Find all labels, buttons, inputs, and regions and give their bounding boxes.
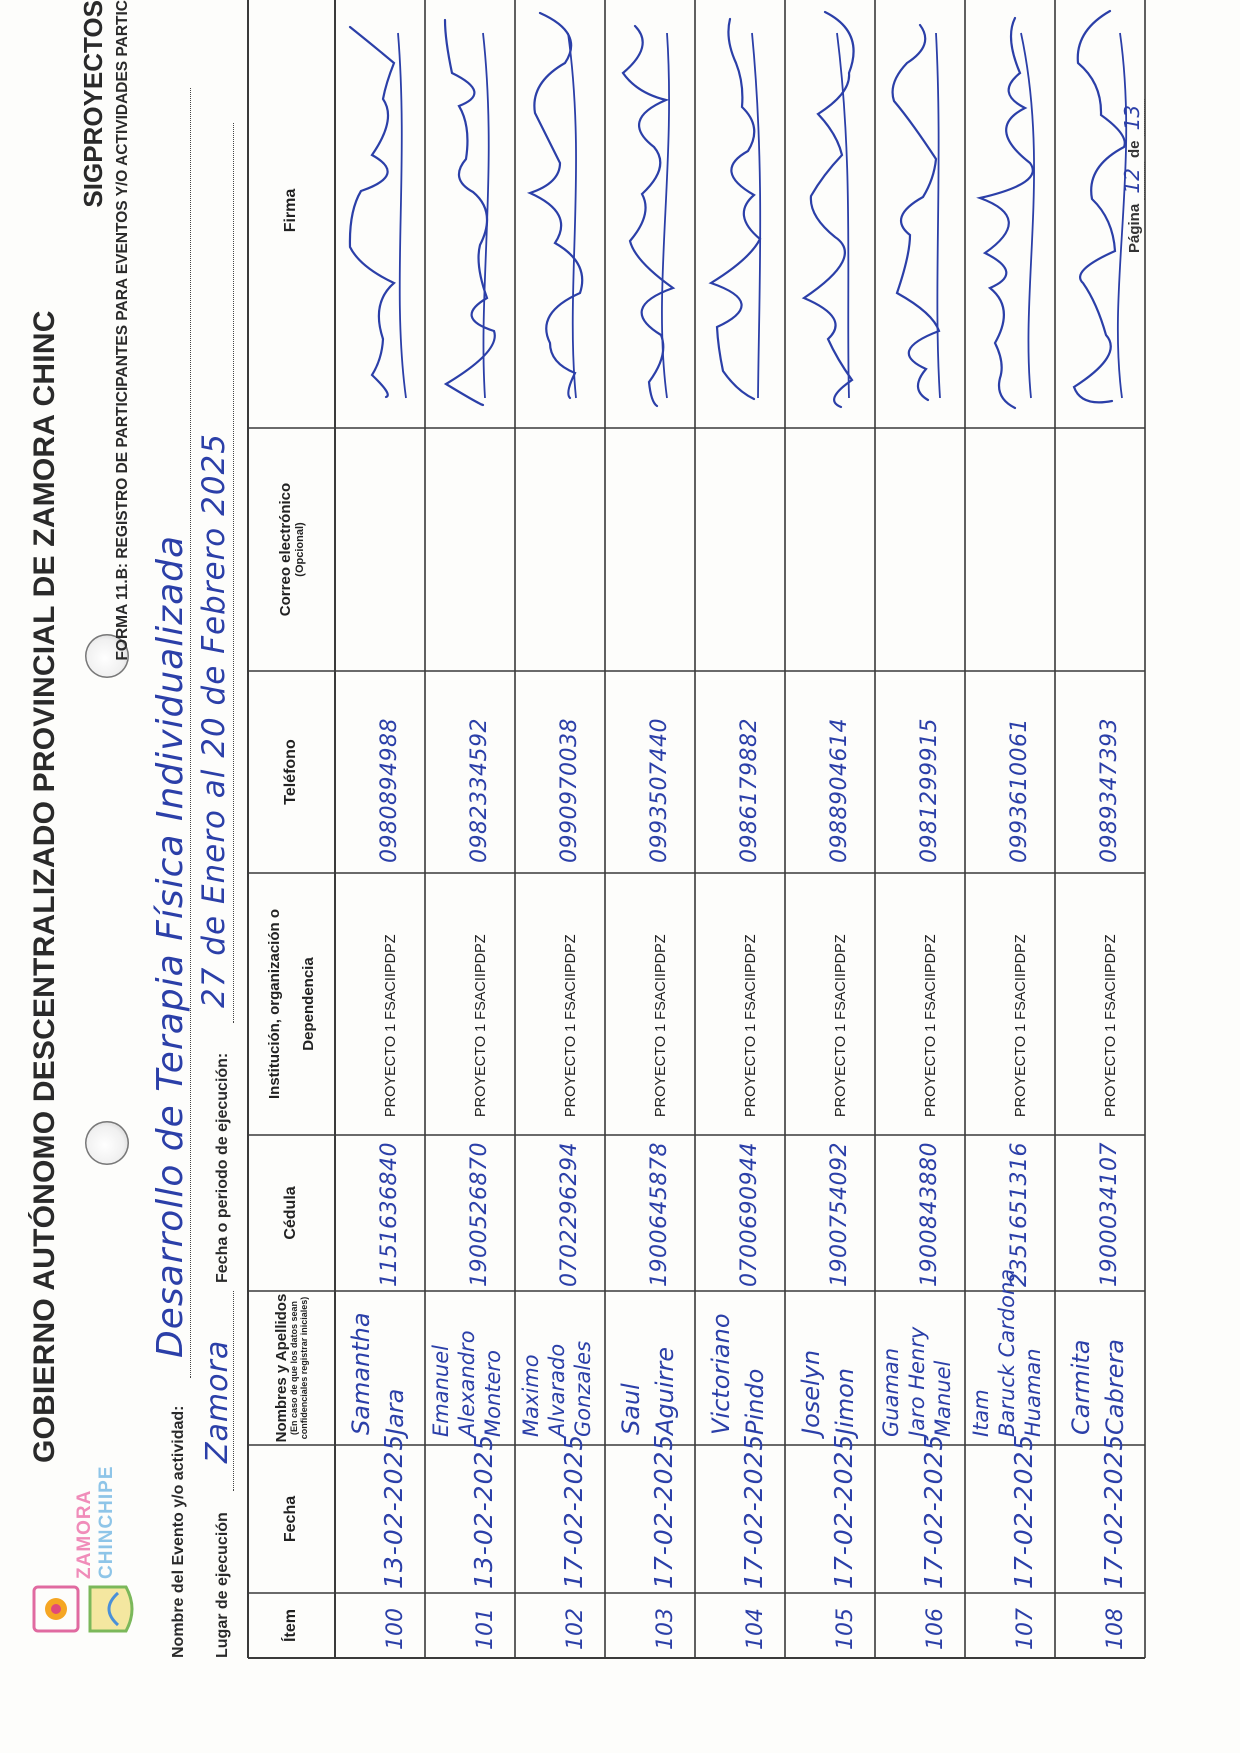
page-total: 13 xyxy=(1120,99,1145,136)
page-of: de xyxy=(1126,140,1143,159)
cell-institucion: PROYECTO 1 FSACIIPDPZ xyxy=(743,934,759,1117)
cell-institucion: PROYECTO 1 FSACIIPDPZ xyxy=(1103,934,1119,1117)
header-text: Dependencia xyxy=(300,957,318,1051)
signature-underline xyxy=(752,33,760,398)
cell-name: Emanuel xyxy=(429,1345,453,1437)
cell-item: 107 xyxy=(1013,1608,1038,1650)
cell-institucion: PROYECTO 1 FSACIIPDPZ xyxy=(383,934,399,1117)
signature-stroke xyxy=(893,25,939,400)
cell-institucion: PROYECTO 1 FSACIIPDPZ xyxy=(833,934,849,1117)
cell-item: 102 xyxy=(563,1608,588,1650)
cell-cedula: 1900843880 xyxy=(917,1142,942,1287)
header-telefono xyxy=(256,671,327,873)
cell-institucion: PROYECTO 1 FSACIIPDPZ xyxy=(473,934,489,1117)
signature-underline xyxy=(662,33,669,398)
cell-name: Victoriano xyxy=(707,1313,735,1435)
header-correo-note xyxy=(294,428,306,671)
signature-underline xyxy=(398,33,406,398)
date-label: Fecha o periodo de ejecución: xyxy=(214,1052,231,1283)
cell-fecha: 17-02-2025 xyxy=(919,1433,948,1589)
cell-telefono: 0993610061 xyxy=(1007,718,1032,863)
cell-telefono: 0988904614 xyxy=(827,718,852,863)
page-number xyxy=(1120,99,1144,253)
header-nombres xyxy=(256,1291,327,1445)
form-title: FORMA 11.B: REGISTRO DE PARTICIPANTES PARA EVENTOS Y/O ACTIVIDADES PARTIC xyxy=(114,0,131,661)
cell-telefono: 0980894988 xyxy=(377,718,402,863)
header-institucion xyxy=(256,873,327,1135)
header-text: Institución, organización o xyxy=(265,909,283,1100)
cell-item: 105 xyxy=(833,1608,858,1650)
header-text: Firma xyxy=(282,188,300,233)
header-text: (En caso de que los datos sean xyxy=(289,1300,300,1436)
cell-item: 101 xyxy=(473,1608,498,1650)
cell-fecha: 17-02-2025 xyxy=(1099,1433,1128,1589)
cell-cedula: 0702296294 xyxy=(557,1142,582,1287)
event-value: Desarrollo de Terapia Física Individualizada xyxy=(150,534,191,1358)
header-text: Teléfono xyxy=(282,739,300,805)
cell-institucion: PROYECTO 1 FSACIIPDPZ xyxy=(1013,934,1029,1117)
page-title: GOBIERNO AUTÓNOMO DESCENTRALIZADO PROVINCIAL DE ZAMORA CHINC xyxy=(28,310,61,1463)
header-item xyxy=(256,1593,327,1658)
signature-underline xyxy=(837,33,849,398)
cell-name: Aguirre xyxy=(651,1346,679,1435)
cell-name: Jara xyxy=(381,1388,409,1435)
cell-name: Joselyn xyxy=(797,1349,825,1435)
cell-name: Cabrera xyxy=(1101,1339,1129,1435)
header-nombres-note xyxy=(290,1291,310,1445)
cell-name: Jimon xyxy=(831,1367,859,1435)
cell-telefono: 0981299915 xyxy=(917,718,942,863)
cell-name: Huaman xyxy=(1021,1348,1045,1437)
cell-name: Jaro Henry xyxy=(905,1326,929,1437)
cell-name: Saul xyxy=(617,1383,645,1435)
header-text: confidenciales registrar iniciales) xyxy=(299,1296,310,1440)
header-fecha xyxy=(256,1445,327,1593)
header-correo xyxy=(256,428,327,671)
signature-stroke xyxy=(711,19,760,399)
header-text: Cédula xyxy=(282,1186,300,1240)
date-value: 27 de Enero al 20 de Febrero 2025 xyxy=(196,432,232,1008)
cell-cedula: 0700690944 xyxy=(737,1142,762,1287)
cell-item: 100 xyxy=(383,1608,408,1650)
cell-item: 108 xyxy=(1103,1608,1128,1650)
cell-name: Samantha xyxy=(347,1312,375,1435)
signature-stroke xyxy=(350,27,394,397)
cell-telefono: 0990970038 xyxy=(557,718,582,863)
cell-cedula: 1900034107 xyxy=(1097,1142,1122,1287)
cell-name: Montero xyxy=(481,1350,505,1437)
header-text: Nombres y Apellidos xyxy=(272,1293,290,1443)
signature-stroke xyxy=(804,12,854,407)
cell-fecha: 17-02-2025 xyxy=(559,1433,588,1589)
place-label: Lugar de ejecución xyxy=(214,1512,231,1658)
signature-underline xyxy=(568,33,576,398)
header-text: Correo electrónico xyxy=(276,482,294,617)
cell-name: Pindo xyxy=(741,1368,769,1435)
logo-text-chinchipe: CHINCHIPE xyxy=(96,1465,117,1579)
cell-name: Itam xyxy=(969,1389,993,1437)
cell-item: 103 xyxy=(653,1608,678,1650)
signature-stroke xyxy=(980,18,1033,408)
header-firma xyxy=(256,0,327,428)
place-value: Zamora xyxy=(200,1339,235,1463)
page-label: Página xyxy=(1126,203,1143,253)
cell-fecha: 17-02-2025 xyxy=(1009,1433,1038,1589)
cell-cedula: 1900526870 xyxy=(467,1142,492,1287)
logo-text-zamora: ZAMORA xyxy=(74,1489,95,1579)
header-text: (Opcional) xyxy=(294,522,307,577)
header-text: Fecha xyxy=(282,1495,300,1543)
page-subtitle: SIGPROYECTOS xyxy=(78,0,108,208)
cell-fecha: 17-02-2025 xyxy=(649,1433,678,1589)
cell-cedula: 1900754092 xyxy=(827,1142,852,1287)
cell-telefono: 0986179882 xyxy=(737,718,762,863)
cell-item: 104 xyxy=(743,1608,768,1650)
cell-name: Gonzales xyxy=(571,1340,595,1437)
cell-fecha: 13-02-2025 xyxy=(469,1433,498,1589)
signature-underline xyxy=(1021,33,1034,398)
cell-cedula: 1151636840 xyxy=(377,1142,402,1287)
cell-fecha: 17-02-2025 xyxy=(829,1433,858,1589)
cell-name: Alexandro xyxy=(455,1330,479,1437)
cell-name: Alvarado xyxy=(545,1343,569,1437)
page-current: 12 xyxy=(1120,162,1145,199)
header-text: Ítem xyxy=(282,1609,300,1642)
cell-name: Maximo xyxy=(519,1354,543,1437)
cell-name: Baruck Cardona xyxy=(995,1268,1019,1437)
cell-fecha: 17-02-2025 xyxy=(739,1433,768,1589)
cell-name: Carmita xyxy=(1067,1339,1095,1435)
header-cedula xyxy=(256,1135,327,1291)
cell-institucion: PROYECTO 1 FSACIIPDPZ xyxy=(923,934,939,1117)
cell-fecha: 13-02-2025 xyxy=(379,1433,408,1589)
cell-name: Manuel xyxy=(931,1360,955,1437)
cell-cedula: 1900645878 xyxy=(647,1142,672,1287)
signature-underline xyxy=(936,33,940,398)
cell-institucion: PROYECTO 1 FSACIIPDPZ xyxy=(653,934,669,1117)
cell-name: Guaman xyxy=(879,1347,903,1437)
cell-institucion: PROYECTO 1 FSACIIPDPZ xyxy=(563,934,579,1117)
signature-stroke xyxy=(530,13,582,398)
cell-telefono: 0993507440 xyxy=(647,718,672,863)
cell-telefono: 0982334592 xyxy=(467,718,492,863)
cell-cedula: 2351651316 xyxy=(1007,1142,1032,1287)
cell-telefono: 0989347393 xyxy=(1097,718,1122,863)
cell-item: 106 xyxy=(923,1608,948,1650)
event-label: Nombre del Evento y/o actividad: xyxy=(170,1405,187,1658)
